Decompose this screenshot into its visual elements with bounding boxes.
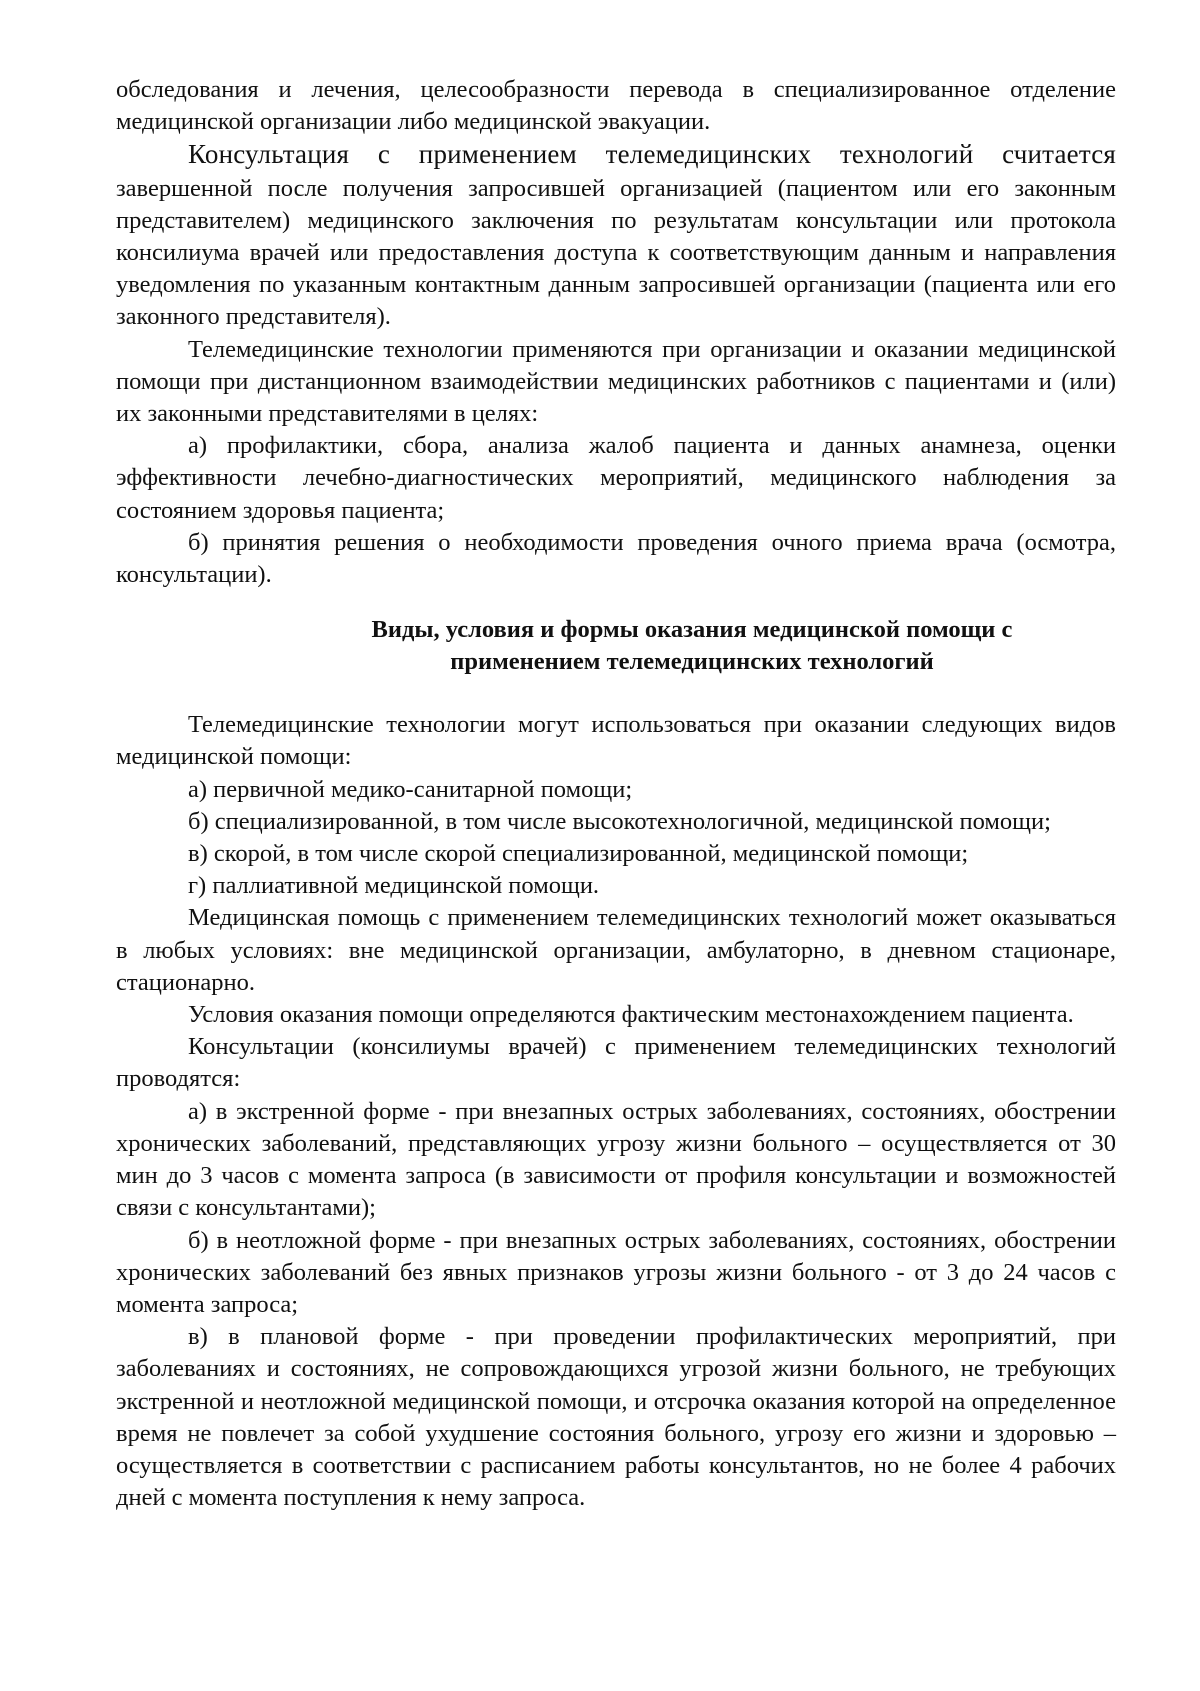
section-heading-line1: Виды, условия и формы оказания медицинской помощи с <box>371 616 1013 644</box>
spacer <box>116 678 1116 709</box>
list-item-b-urgent-form: б) в неотложной форме - при внезапных острых заболеваниях, состояниях, обострении хронических заболеваний без явных признаков угрозы жизни больного - от 3 до 24 часов с момента запроса; <box>116 1226 1116 1318</box>
paragraph-lead-text: Консультация с применением телемедицинских технологий считается <box>188 139 1116 170</box>
paragraph-consultation-forms: Консультации (консилиумы врачей) с применением телемедицинских технологий проводятся: <box>116 1033 1116 1093</box>
list-item-a-prevention: а) профилактики, сбора, анализа жалоб пациента и данных анамнеза, оценки эффективности лечебно-диагностических мероприятий, медицинского наблюдения за состоянием здоровья пациента; <box>116 432 1116 524</box>
list-item-c-emergency-care: в) скорой, в том числе скорой специализированной, медицинской помощи; <box>188 840 969 868</box>
section-heading-line2: применением телемедицинских технологий <box>450 648 934 676</box>
list-item-b-specialized-care: б) специализированной, в том числе высокотехнологичной, медицинской помощи; <box>188 807 1051 835</box>
paragraph-consultation-completion <box>116 138 1116 333</box>
list-item-a-primary-care: а) первичной медико-санитарной помощи; <box>188 775 633 803</box>
paragraph-types-of-care: Телемедицинские технологии могут использоваться при оказании следующих видов медицинской помощи: <box>116 711 1116 771</box>
list-item-a-emergency-form: а) в экстренной форме - при внезапных острых заболеваниях, состояниях, обострении хронических заболеваний, представляющих угрозу жизни больного – осуществляется от 30 мин до 3 часов с момента запроса (в зависимости от профиля консультации и возможностей связи с консультантами); <box>116 1097 1116 1222</box>
paragraph-continuation: обследования и лечения, целесообразности перевода в специализированное отделение медицинской организации либо медицинской эвакуации. <box>116 76 1116 136</box>
paragraph-telemedicine-purposes: Телемедицинские технологии применяются при организации и оказании медицинской помощи при дистанционном взаимодействии медицинских работников с пациентами и (или) их законными представителями в целях: <box>116 335 1116 428</box>
list-item-d-palliative-care: г) паллиативной медицинской помощи. <box>188 872 600 900</box>
document-page <box>116 74 1116 1514</box>
spacer <box>116 591 1116 601</box>
list-item-c-planned-form: в) в плановой форме - при проведении профилактических мероприятий, при заболеваниях и состояниях, не сопровождающихся угрозой жизни больного, не требующих экстренной и неотложной медицинской помощи, и отсрочка оказания которой на определенное время не повлечет за собой ухудшение состояния больного, угрозу его жизни и здоровью – осуществляется в соответствии с расписанием работы консультантов, но не более 4 рабочих дней с момента поступления к нему запроса. <box>116 1323 1116 1512</box>
paragraph-body-text: завершенной после получения запросившей организацией (пациентом или его законным представителем) медицинского заключения по результатам консультации или протокола консилиума врачей или предоставления доступа к соответствующим данным и направления уведомления по указанным контактным данным запросившей организации (пациента или его законного представителя). <box>116 174 1116 331</box>
paragraph-conditions: Медицинская помощь с применением телемедицинских технологий может оказываться в любых условиях: вне медицинской организации, амбулаторно, в дневном стационаре, стационарно. <box>116 904 1116 996</box>
section-heading <box>312 614 1072 678</box>
paragraph-location: Условия оказания помощи определяются фактическим местонахождением пациента. <box>188 1001 1074 1029</box>
list-item-b-decision: б) принятия решения о необходимости проведения очного приема врача (осмотра, консультации). <box>116 528 1116 589</box>
